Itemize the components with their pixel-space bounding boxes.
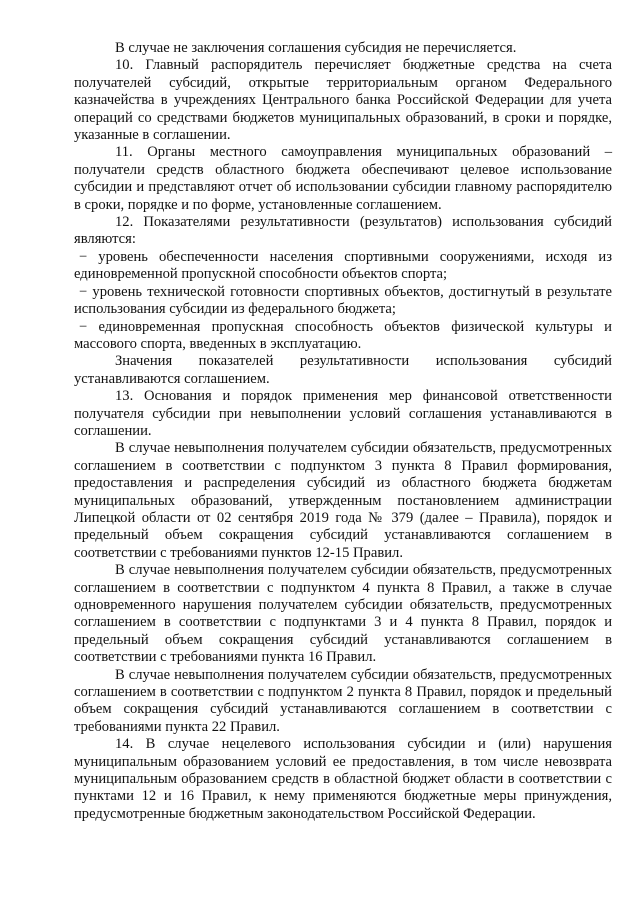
list-item-capacity: − единовременная пропускная способность объектов физической культуры и массового спорта, введенных в эксплуатацию. [74, 318, 612, 352]
paragraph-indicator-values: Значения показателей результативности использования субсидий устанавливаются соглашением. [74, 353, 612, 387]
list-item-sports-facilities: − уровень обеспеченности населения спортивными сооружениями, исходя из единовременной пропускной способности объектов спорта; [74, 248, 612, 283]
paragraph-case-subpoint-4: В случае невыполнения получателем субсидии обязательств, предусмотренных соглашением в соответствии с подпунктом 4 пункта 8 Правил, а также в случае одновременного нарушения получателем субсидии обязательств, предусмотренных соглашением в соответствии с подпунктами 3 и 4 пункта 8 Правил, порядок и предельный объем сокращения субсидий устанавливаются соглашением в соответствии с требованиями пункта 16 Правил. [74, 562, 612, 666]
paragraph-14-misuse: 14. В случае нецелевого использования субсидии и (или) нарушения муниципальным образованием условий ее предоставления, в том числе невозврата муниципальным образованием средств в областной бюджет области в соответствии с пунктами 12 и 16 Правил, к нему применяются бюджетные меры принуждения, предусмотренные бюджетным законодательством Российской Федерации. [74, 736, 612, 822]
document-body [74, 40, 612, 823]
paragraph-no-agreement: В случае не заключения соглашения субсидия не перечисляется. [115, 40, 517, 56]
list-item-technical-readiness: − уровень технической готовности спортивных объектов, достигнутый в результате использования субсидии из федерального бюджета; [74, 283, 612, 318]
paragraph-case-subpoint-3: В случае невыполнения получателем субсидии обязательств, предусмотренных соглашением в соответствии с подпунктом 3 пункта 8 Правил формирования, предоставления и распределения субсидий из областного бюджета бюджетам муниципальных образований, утвержденным постановлением администрации Липецкой области от 02 сентября 2019 года № 379 (далее – Правила), порядок и предельный объем сокращения субсидий устанавливаются соглашением в соответствии с требованиями пунктов 12-15 Правил. [74, 440, 612, 561]
paragraph-11-local-authorities: 11. Органы местного самоуправления муниципальных образований – получатели средств областного бюджета обеспечивают целевое использование субсидии и представляют отчет об использовании субсидии главному распорядителю в сроки, порядке и по форме, установленные соглашением. [74, 144, 612, 213]
paragraph-case-subpoint-2: В случае невыполнения получателем субсидии обязательств, предусмотренных соглашением в соответствии с подпунктом 2 пункта 8 Правил, порядок и предельный объем сокращения субсидий устанавливаются соглашением в соответствии с требованиями пункта 22 Правил. [74, 666, 612, 735]
paragraph-13-responsibility: 13. Основания и порядок применения мер финансовой ответственности получателя субсидии при невыполнении условий соглашения устанавливаются в соглашении. [74, 388, 612, 439]
paragraph-12-indicators: 12. Показателями результативности (результатов) использования субсидий являются: [74, 214, 612, 248]
paragraph-10-fund-transfer: 10. Главный распорядитель перечисляет бюджетные средства на счета получателей субсидий, открытые территориальным органом Федерального казначейства в учреждениях Центрального банка Российской Федерации для учета операций со средствами бюджетов муниципальных образований, в сроки и порядке, указанные в соглашении. [74, 57, 612, 144]
